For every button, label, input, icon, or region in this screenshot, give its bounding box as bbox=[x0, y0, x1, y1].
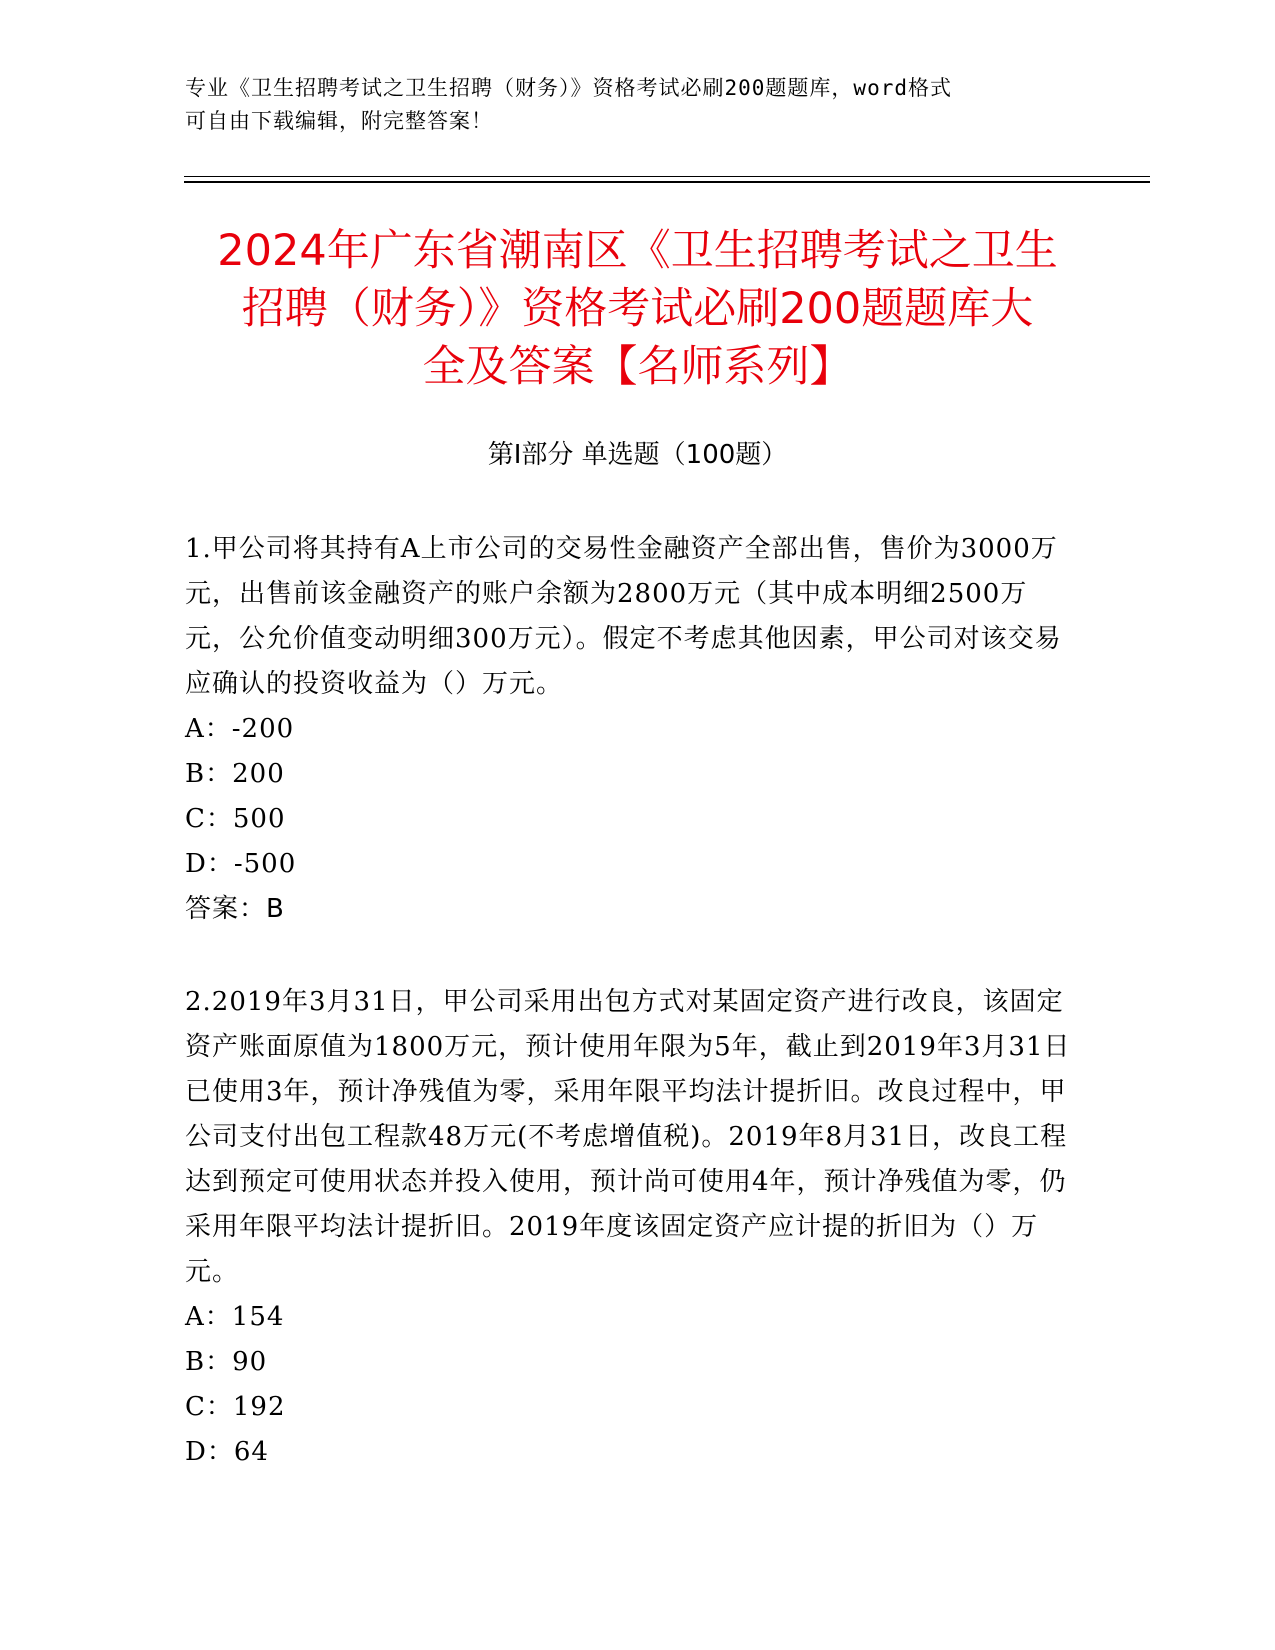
question-1-option-a: A：-200 bbox=[185, 714, 295, 744]
question-1-option-b: B：200 bbox=[185, 759, 285, 789]
question-2-option-a: A：154 bbox=[185, 1302, 285, 1332]
question-2-text: 2.2019年3月31日，甲公司采用出包方式对某固定资产进行改良，该固定资产账面原值为1800万元，预计使用年限为5年，截止到2019年3月31日已使用3年，预计净残值为零，采用年限平均法计提折旧。改良过程中，甲公司支付出包工程款48万元(不考虑增值税)。2019年8月31日，改良工程达到预定可使用状态并投入使用，预计尚可使用4年，预计净残值为零，仍采用年限平均法计提折旧。2019年度该固定资产应计提的折旧为（）万元。 bbox=[185, 987, 1071, 1287]
question-1-option-d: D：-500 bbox=[185, 849, 297, 879]
section-heading: 第I部分 单选题（100题） bbox=[487, 440, 788, 470]
question-2-option-b: B：90 bbox=[185, 1347, 268, 1377]
document-title-line-3: 全及答案【名师系列】 bbox=[422, 342, 853, 392]
header-divider-thin bbox=[184, 176, 1150, 177]
question-2-option-c: C：192 bbox=[185, 1392, 286, 1422]
question-1-text: 1.甲公司将其持有A上市公司的交易性金融资产全部出售，售价为3000万元，出售前该金融资产的账户余额为2800万元（其中成本明细2500万元，公允价值变动明细300万元）。假定不考虑其他因素，甲公司对该交易应确认的投资收益为（）万元。 bbox=[185, 534, 1062, 699]
header-divider-thick bbox=[184, 181, 1150, 183]
header-note-line-2: 可自由下载编辑，附完整答案！ bbox=[185, 109, 493, 133]
question-2-option-d: D：64 bbox=[185, 1437, 269, 1467]
document-title-line-1: 2024年广东省潮南区《卫生招聘考试之卫生 bbox=[217, 226, 1058, 276]
document-title-line-2: 招聘（财务）》资格考试必刷200题题库大 bbox=[241, 284, 1034, 334]
header-note-line-1: 专业《卫生招聘考试之卫生招聘（财务）》资格考试必刷200题题库，word格式 bbox=[185, 76, 952, 100]
header-note bbox=[185, 72, 1085, 138]
question-1-option-c: C：500 bbox=[185, 804, 286, 834]
document-title bbox=[150, 222, 1125, 396]
question-1-answer: 答案：B bbox=[185, 894, 285, 924]
question-1 bbox=[185, 527, 1075, 932]
question-2 bbox=[185, 980, 1075, 1475]
